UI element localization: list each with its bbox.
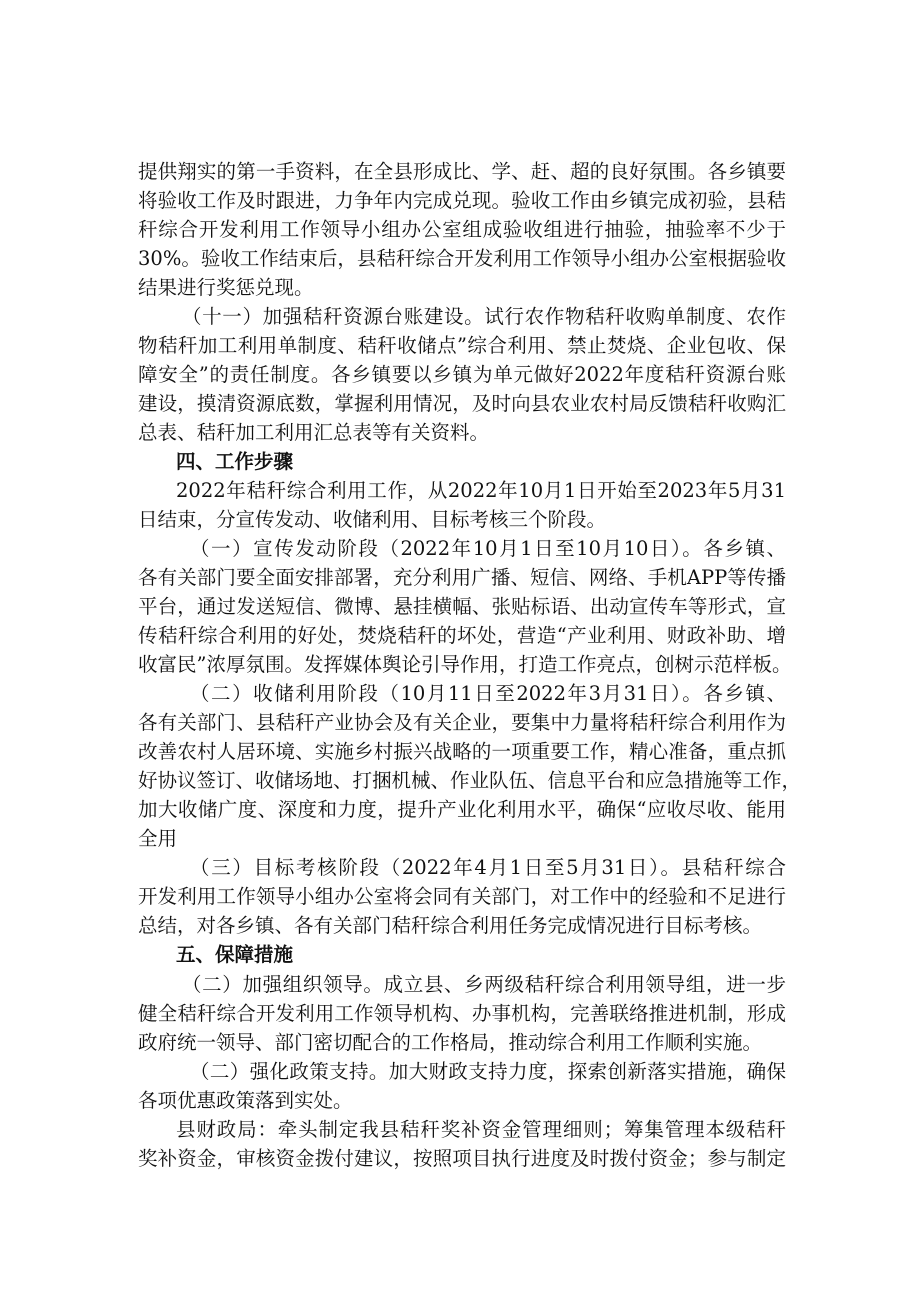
paragraph-line: 障安全”的责任制度。各乡镇要以乡镇为单元做好2022年度秸秆资源台账 [138, 363, 786, 386]
paragraph-line: 日结束，分宣传发动、收储利用、目标考核三个阶段。 [138, 508, 607, 531]
paragraph-line: 好协议签订、收储场地、打捆机械、作业队伍、信息平台和应急措施等工作， [138, 769, 802, 792]
paragraph-line: 总表、秸秆加工利用汇总表等有关资料。 [138, 421, 490, 444]
paragraph-line: 各有关部门、县秸秆产业协会及有关企业，要集中力量将秸秆综合利用作为 [138, 711, 786, 734]
paragraph-line: 改善农村人居环境、实施乡村振兴战略的一项重要工作，精心准备，重点抓 [138, 740, 786, 763]
paragraph-line: （十一）加强秸秆资源台账建设。试行农作物秸秆收购单制度、农作 [182, 305, 786, 328]
paragraph-line: 平台，通过发送短信、微博、悬挂横幅、张贴标语、出动宣传车等形式，宣 [138, 595, 786, 618]
paragraph-line: 各有关部门要全面安排部署，充分利用广播、短信、网络、手机APP等传播 [138, 566, 786, 589]
paragraph-line: 结果进行奖惩兑现。 [138, 276, 314, 299]
paragraph-line: 奖补资金，审核资金拨付建议，按照项目执行进度及时拨付资金；参与制定 [138, 1147, 786, 1170]
paragraph-line: 收富民”浓厚氛围。发挥媒体舆论引导作用，打造工作亮点，创树示范样板。 [138, 653, 792, 676]
paragraph-line: 各项优惠政策落到实处。 [138, 1089, 353, 1112]
paragraph-line: 2022年秸秆综合利用工作，从2022年10月1日开始至2023年5月31 [176, 479, 786, 502]
section-heading: 五、保障措施 [176, 943, 294, 966]
paragraph-line: 建设，摸清资源底数，掌握利用情况，及时向县农业农村局反馈秸秆收购汇 [138, 392, 786, 415]
paragraph-line: （二）收储利用阶段（10月11日至2022年3月31日）。各乡镇、 [190, 682, 786, 705]
paragraph-line: 县财政局：牵头制定我县秸秆奖补资金管理细则；筹集管理本级秸秆 [176, 1118, 786, 1141]
paragraph-line: 传秸秆综合利用的好处，焚烧秸秆的坏处，营造“产业利用、财政补助、增 [138, 624, 786, 647]
paragraph-line: 健全秸秆综合开发利用工作领导机构、办事机构，完善联络推进机制，形成 [138, 1002, 786, 1025]
paragraph-line: 提供翔实的第一手资料，在全县形成比、学、赶、超的良好氛围。各乡镇要 [138, 160, 786, 183]
paragraph-line: （三）目标考核阶段（2022年4月1日至5月31日）。县秸秆综合 [190, 856, 786, 879]
paragraph-line: 总结，对各乡镇、各有关部门秸秆综合利用任务完成情况进行目标考核。 [138, 914, 763, 937]
paragraph-line: 政府统一领导、部门密切配合的工作格局，推动综合利用工作顺利实施。 [138, 1031, 763, 1054]
paragraph-line: 开发利用工作领导小组办公室将会同有关部门，对工作中的经验和不足进行 [138, 885, 786, 908]
paragraph-line: 30%。验收工作结束后，县秸秆综合开发利用工作领导小组办公室根据验收 [138, 247, 786, 270]
paragraph-line: 加大收储广度、深度和力度，提升产业化利用水平，确保“应收尽收、能用 [138, 798, 786, 821]
paragraph-line: 将验收工作及时跟进，力争年内完成兑现。验收工作由乡镇完成初验，县秸 [138, 189, 786, 212]
paragraph-line: 物秸秆加工利用单制度、秸秆收储点”综合利用、禁止焚烧、企业包收、保 [138, 334, 786, 357]
paragraph-line: （一）宣传发动阶段（2022年10月1日至10月10日）。各乡镇、 [190, 537, 786, 560]
paragraph-line: 秆综合开发利用工作领导小组办公室组成验收组进行抽验，抽验率不少于 [138, 218, 786, 241]
paragraph-line: （二）加强组织领导。成立县、乡两级秸秆综合利用领导组，进一步 [182, 973, 786, 996]
paragraph-line: 全用 [138, 827, 178, 850]
paragraph-line: （二）强化政策支持。加大财政支持力度，探索创新落实措施，确保 [190, 1060, 786, 1083]
section-heading: 四、工作步骤 [176, 450, 294, 473]
